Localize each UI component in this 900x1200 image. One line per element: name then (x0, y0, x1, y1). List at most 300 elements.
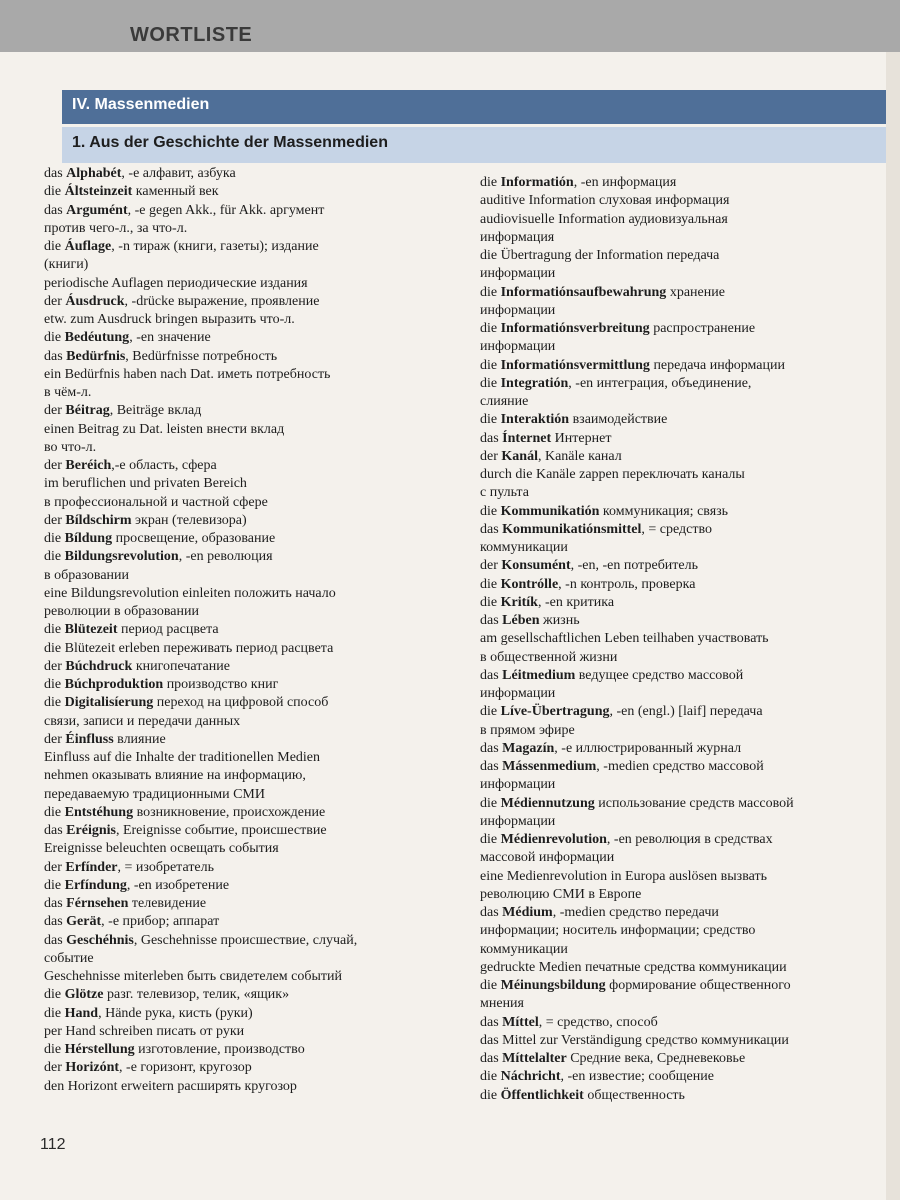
article: die (44, 677, 65, 692)
word-entry (44, 950, 484, 968)
word-entry (44, 749, 484, 767)
word-entry (44, 786, 484, 804)
page-header-title: WORTLISTE (130, 24, 253, 46)
headword: Mássenmedium (502, 759, 597, 774)
translation: информации (480, 686, 556, 701)
headword: Éinfluss (65, 731, 114, 747)
article: die (44, 622, 65, 638)
word-entry (480, 977, 885, 995)
translation: информации; носитель информации; средство (480, 923, 756, 939)
word-list-right-column (480, 174, 885, 1105)
word-entry (480, 302, 885, 320)
word-entry (480, 430, 885, 448)
word-entry (44, 494, 484, 512)
headword: Áusdruck (65, 293, 125, 309)
word-entry (44, 548, 484, 566)
headword: Kanál (501, 448, 538, 464)
headword: Médiennutzung (500, 795, 595, 811)
translation: возникновение, происхождение (133, 804, 326, 820)
headword: Kommunikatión (500, 503, 600, 519)
word-entry (44, 877, 484, 895)
translation: использование средств массовой (594, 795, 794, 811)
headword: Geschéhnis (66, 932, 134, 948)
word-entry (44, 676, 484, 694)
headword: Beréich (65, 458, 112, 473)
word-entry (480, 539, 885, 557)
translation: , -n контроль, проверка (558, 576, 696, 592)
word-entry (44, 530, 484, 548)
word-entry (480, 649, 885, 667)
translation: , Hände рука, кисть (руки) (98, 1005, 253, 1021)
translation: информации (480, 777, 556, 793)
word-entry (480, 612, 885, 630)
article: die (44, 804, 65, 820)
translation: информации (480, 266, 556, 282)
translation: распространение (649, 321, 756, 336)
translation: информации (480, 302, 556, 318)
translation: , -drücke выражение, проявление (124, 293, 320, 309)
word-entry (44, 585, 484, 603)
word-entry (480, 521, 885, 539)
translation: Средние века, Средневековье (566, 1051, 746, 1066)
word-entry (44, 220, 484, 238)
translation: хранение (666, 284, 725, 300)
translation: auditive Information слуховая информация (480, 193, 730, 209)
word-entry (44, 640, 484, 658)
article: die (480, 284, 501, 300)
word-entry (44, 311, 484, 329)
headword: Áltsteinzeit (64, 184, 133, 200)
translation: , -e gegen Akk., für Akk. аргумент (127, 202, 325, 218)
translation: переход на цифровой способ (153, 695, 329, 711)
word-entry (480, 922, 885, 940)
word-entry (480, 941, 885, 959)
article: das (480, 1051, 503, 1066)
translation: , -en, -en потребитель (570, 558, 699, 574)
translation: am gesellschaftlichen Leben teilhaben участвовать (480, 631, 769, 647)
translation: den Horizont erweitern расширять кругозор (44, 1078, 297, 1094)
headword: Horizónt (65, 1060, 120, 1076)
headword: Erfíndung (64, 877, 127, 893)
word-entry (480, 448, 885, 466)
headword: Glötze (64, 987, 104, 1003)
article: das (44, 823, 67, 838)
word-entry (44, 1023, 484, 1041)
headword: Léitmedium (502, 667, 576, 683)
translation: против чего-л., за что-л. (44, 220, 188, 236)
translation: в чём-л. (44, 385, 92, 400)
word-entry (44, 1005, 484, 1023)
translation: связи, записи и передачи данных (44, 713, 241, 729)
translation: просвещение, образование (112, 531, 276, 546)
translation: durch die Kanäle zappen переключать каналы (480, 467, 745, 482)
headword: Gerät (66, 914, 102, 930)
translation: , = средство, способ (538, 1014, 658, 1030)
translation: книгопечатание (132, 658, 230, 674)
headword: Bíldschirm (65, 512, 132, 528)
translation: в образовании (44, 567, 130, 583)
translation: коммуникации (480, 941, 568, 957)
word-entry (480, 284, 885, 302)
translation: , -medien средство массовой (596, 759, 764, 774)
article: das (44, 896, 67, 911)
translation: каменный век (132, 184, 219, 200)
word-entry (480, 1087, 885, 1105)
word-entry (44, 439, 484, 457)
headword: Informatiónsvermittlung (500, 357, 650, 373)
translation: , -en известие; сообщение (560, 1069, 714, 1085)
article: der (44, 293, 66, 309)
word-entry (480, 1032, 885, 1050)
word-entry (480, 904, 885, 922)
headword: Entstéhung (64, 804, 134, 820)
headword: Hérstellung (64, 1042, 135, 1057)
word-entry (44, 822, 484, 840)
article: die (480, 795, 501, 811)
word-entry (480, 576, 885, 594)
word-entry (44, 457, 484, 475)
article: die (480, 704, 501, 720)
headword: Kritík (500, 594, 538, 610)
translation: ein Bedürfnis haben nach Dat. иметь потребность (44, 366, 331, 382)
translation: (книги) (44, 257, 89, 273)
headword: Búchproduktion (64, 677, 164, 692)
headword: Blütezeit (64, 622, 118, 638)
translation: передача информации (649, 357, 786, 373)
translation: влияние (113, 731, 166, 747)
translation: periodische Auflagen периодические издания (44, 275, 308, 291)
translation: Geschehnisse miterleben быть свидетелем событий (44, 969, 342, 984)
translation: экран (телевизора) (131, 512, 247, 528)
translation: gedruckte Medien печатные средства коммуникации (480, 959, 787, 975)
translation: , -e алфавит, азбука (121, 166, 236, 181)
headword: Informatiónsverbreitung (500, 321, 650, 336)
translation: , Kanäle канал (537, 448, 622, 464)
section-title: IV. Massenmedien (72, 96, 210, 113)
translation: коммуникации (480, 540, 568, 555)
word-entry (44, 275, 484, 293)
translation: per Hand schreiben писать от руки (44, 1023, 245, 1039)
headword: Eréignis (66, 823, 116, 838)
headword: Médium (502, 905, 553, 920)
translation: , -n тираж (книги, газеты); издание (111, 239, 319, 254)
article: der (44, 731, 66, 747)
article: die (480, 1069, 501, 1085)
translation: , -medien средство передачи (552, 905, 719, 920)
translation: в прямом эфире (480, 722, 575, 738)
headword: Digitalisíerung (64, 695, 154, 711)
translation: общественность (583, 1087, 685, 1103)
headword: Kommunikatiónsmittel (502, 521, 642, 537)
word-entry (44, 512, 484, 530)
word-entry (44, 603, 484, 621)
headword: Öffentlichkeit (500, 1087, 584, 1103)
article: das (44, 166, 67, 181)
article: die (44, 330, 65, 346)
headword: Bedürfnis (66, 348, 126, 364)
headword: Erfínder (65, 859, 118, 875)
translation: , Bedürfnisse потребность (125, 348, 278, 364)
word-entry (44, 567, 484, 585)
word-entry (44, 202, 484, 220)
word-entry (44, 293, 484, 311)
headword: Integratión (500, 375, 569, 391)
translation: во что-л. (44, 439, 97, 455)
article: die (44, 877, 65, 893)
translation: телевидение (128, 896, 207, 911)
word-entry (480, 247, 885, 265)
headword: Hand (64, 1005, 99, 1021)
translation: , -en революция в средствах (606, 832, 773, 847)
translation: информации (480, 339, 556, 355)
headword: Argumént (66, 202, 128, 218)
word-entry (44, 731, 484, 749)
word-entry (44, 348, 484, 366)
translation: в общественной жизни (480, 649, 618, 665)
translation: eine Bildungsrevolution einleiten положить начало (44, 585, 336, 601)
translation: слияние (480, 394, 529, 409)
page-edge (886, 52, 900, 1200)
word-entry (44, 932, 484, 950)
word-entry (480, 1050, 885, 1068)
headword: Líve-Übertragung (500, 704, 610, 720)
word-entry (480, 229, 885, 247)
translation: ,-e область, сфера (111, 458, 217, 473)
article: die (44, 549, 65, 565)
word-entry (44, 475, 484, 493)
page-number: 112 (40, 1136, 66, 1153)
translation: etw. zum Ausdruck bringen выразить что-л. (44, 312, 295, 327)
article: die (480, 594, 501, 610)
word-entry (44, 859, 484, 877)
word-entry (44, 694, 484, 712)
headword: Búchdruck (65, 658, 133, 674)
word-entry (480, 630, 885, 648)
word-entry (44, 986, 484, 1004)
article: der (44, 458, 66, 473)
word-entry (44, 1059, 484, 1077)
headword: Náchricht (500, 1069, 561, 1085)
translation: передаваемую традиционными СМИ (44, 786, 265, 802)
word-entry (480, 320, 885, 338)
headword: Míttelalter (502, 1051, 567, 1066)
article: die (44, 239, 65, 254)
word-entry (480, 667, 885, 685)
translation: революцию СМИ в Европе (480, 886, 642, 902)
translation: формирование общественного (605, 978, 791, 993)
translation: информация (480, 229, 555, 245)
word-entry (480, 1068, 885, 1086)
word-entry (480, 503, 885, 521)
translation: , Ereignisse событие, происшествие (115, 823, 327, 838)
word-entry (44, 366, 484, 384)
translation: , -en (engl.) [laif] передача (609, 704, 763, 720)
article: die (480, 576, 501, 592)
word-entry (480, 758, 885, 776)
headword: Konsumént (501, 558, 571, 574)
article: das (44, 932, 67, 948)
translation: жизнь (539, 613, 580, 628)
word-entry (480, 393, 885, 411)
translation: коммуникация; связь (599, 503, 729, 519)
translation: с пульта (480, 485, 529, 501)
word-list-left-column (44, 165, 484, 1096)
word-entry (480, 357, 885, 375)
translation: , -en значение (129, 330, 211, 346)
article: die (480, 175, 501, 190)
translation: , -en революция (178, 549, 273, 565)
article: der (480, 448, 502, 464)
translation: революции в образовании (44, 604, 199, 619)
headword: Férnsehen (66, 896, 129, 911)
article: das (44, 348, 67, 364)
translation: Интернет (551, 430, 612, 446)
word-entry (44, 895, 484, 913)
translation: в профессиональной и частной сфере (44, 494, 268, 510)
word-entry (480, 813, 885, 831)
article: die (480, 357, 501, 373)
article: der (44, 512, 66, 528)
article: die (44, 531, 65, 546)
word-entry (44, 329, 484, 347)
translation: im beruflichen und privaten Bereich (44, 476, 247, 492)
translation: мнения (480, 996, 524, 1012)
translation: взаимодействие (569, 412, 668, 428)
word-entry (44, 1078, 484, 1096)
word-entry (480, 886, 885, 904)
word-entry (44, 713, 484, 731)
headword: Informatión (500, 175, 574, 190)
article: der (44, 403, 66, 419)
word-entry (480, 740, 885, 758)
word-entry (44, 658, 484, 676)
article: der (44, 1060, 66, 1076)
word-entry (44, 1041, 484, 1059)
article: die (480, 832, 501, 847)
word-entry (44, 256, 484, 274)
word-entry (480, 484, 885, 502)
article: die (44, 1042, 65, 1057)
translation: , = изобретатель (117, 859, 215, 875)
translation: производство книг (163, 677, 279, 692)
word-entry (480, 868, 885, 886)
word-entry (480, 557, 885, 575)
word-entry (44, 384, 484, 402)
translation: информации (480, 813, 556, 829)
headword: Béitrag (65, 403, 110, 419)
headword: Lében (502, 613, 540, 628)
article: das (480, 905, 503, 920)
headword: Ínternet (502, 430, 552, 446)
article: der (44, 658, 66, 674)
word-entry (480, 192, 885, 210)
word-entry (480, 795, 885, 813)
headword: Áuflage (64, 239, 112, 254)
word-entry (44, 421, 484, 439)
article: die (44, 987, 65, 1003)
headword: Informatiónsaufbewahrung (500, 284, 667, 300)
translation: , -e горизонт, кругозор (119, 1060, 252, 1076)
word-entry (480, 995, 885, 1013)
translation: audiovisuelle Information аудиовизуальная (480, 211, 728, 227)
article: die (480, 375, 501, 391)
article: die (480, 503, 501, 519)
translation: , -e прибор; аппарат (101, 914, 220, 930)
translation: событие (44, 950, 94, 966)
article: das (44, 202, 67, 218)
article: das (480, 430, 503, 446)
word-entry (480, 703, 885, 721)
translation: , -en критика (537, 594, 615, 610)
word-entry (480, 265, 885, 283)
article: die (44, 695, 65, 711)
translation: nehmen оказывать влияние на информацию, (44, 768, 306, 784)
headword: Alphabét (66, 166, 122, 181)
word-entry (44, 840, 484, 858)
headword: Bedéutung (64, 330, 130, 346)
translation: , Beiträge вклад (109, 403, 202, 419)
headword: Bíldung (64, 531, 113, 546)
headword: Míttel (502, 1014, 539, 1030)
word-entry (480, 831, 885, 849)
word-entry (480, 411, 885, 429)
word-entry (480, 722, 885, 740)
article: der (44, 859, 66, 875)
article: das (480, 740, 503, 756)
word-entry (44, 165, 484, 183)
article: das (480, 1014, 503, 1030)
word-entry (480, 174, 885, 192)
headword: Bildungsrevolution (64, 549, 179, 565)
translation: Einfluss auf die Inhalte der traditionellen Medien (44, 750, 321, 765)
translation: das Mittel zur Verständigung средство коммуникации (480, 1032, 789, 1048)
translation: die Blütezeit erleben переживать период расцвета (44, 640, 334, 656)
translation: , Geschehnisse происшествие, случай, (133, 932, 358, 948)
word-entry (44, 968, 484, 986)
translation: , -en интеграция, объединение, (568, 375, 752, 391)
subsection-title: 1. Aus der Geschichte der Massenmedien (72, 134, 388, 151)
headword: Kontrólle (500, 576, 559, 592)
translation: eine Medienrevolution in Europa auslösen вызвать (480, 868, 767, 884)
translation: , -en изобретение (126, 877, 230, 893)
article: die (480, 412, 501, 428)
word-entry (480, 466, 885, 484)
headword: Méinungsbildung (500, 978, 606, 993)
translation: Ereignisse beleuchten освещать события (44, 841, 279, 857)
translation: ведущее средство массовой (575, 667, 744, 683)
word-entry (480, 849, 885, 867)
word-entry (480, 338, 885, 356)
word-entry (44, 621, 484, 639)
word-entry (44, 402, 484, 420)
article: die (44, 1005, 65, 1021)
word-entry (480, 1014, 885, 1032)
translation: массовой информации (480, 850, 615, 866)
word-entry (480, 211, 885, 229)
translation: разг. телевизор, телик, «ящик» (103, 987, 290, 1003)
article: das (480, 667, 503, 683)
article: das (480, 759, 503, 774)
word-entry (44, 767, 484, 785)
article: die (44, 184, 65, 200)
article: der (480, 558, 502, 574)
word-entry (44, 183, 484, 201)
article: die (480, 1087, 501, 1103)
article: die (480, 321, 501, 336)
article: das (44, 914, 67, 930)
word-entry (480, 375, 885, 393)
word-entry (480, 685, 885, 703)
